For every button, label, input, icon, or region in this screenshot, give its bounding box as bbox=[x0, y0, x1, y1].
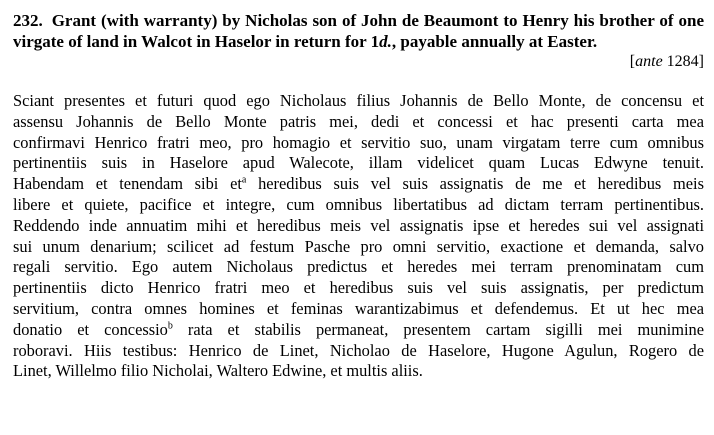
entry-title-part2: , payable annually at Easter. bbox=[391, 32, 598, 51]
text-line-with-note-b bbox=[13, 320, 704, 341]
footnote-marker-a: a bbox=[241, 174, 247, 186]
entry-number: 232. bbox=[13, 11, 43, 30]
text-line: roboravi. Hiis testibus: Henrico de Linet, Nicholao de Haselore, Hugone Agulun, Rogero de bbox=[13, 340, 704, 360]
text-line: pertinentiis dicto Henrico fratri meo et heredibus suis vel suis assignatis, per predictum bbox=[13, 278, 704, 298]
text-line: Reddendo inde annuatim mihi et heredibus meis vel assignatis ipse et heredes sui vel assignati bbox=[13, 215, 704, 235]
date-open-bracket: [ bbox=[629, 53, 636, 70]
text-line: pertinentiis suis in Haselore apud Walecote, illam videlicet quam Lucas Edwyne tenuit. bbox=[13, 153, 704, 173]
text-line: assensu Johannis de Bello Monte patris mei, dedi et concessi et hac presenti carta mea bbox=[13, 111, 704, 131]
text-line: Sciant presentes et futuri quod ego Nicholaus filius Johannis de Bello Monte, de concensu et bbox=[13, 91, 704, 110]
date-year: 1284] bbox=[662, 53, 704, 70]
text-segment: donatio et concessio bbox=[13, 319, 168, 339]
text-line: sui unum denarium; scilicet ad festum Pasche pro omni servitio, exactione et demanda, salvo bbox=[13, 236, 704, 256]
entry-title-italic: d. bbox=[379, 32, 392, 51]
text-line: servitium, contra omnes homines et feminas warantizabimus et defendemus. Et ut hec mea bbox=[13, 298, 704, 318]
date-ante: ante bbox=[635, 53, 663, 70]
entry-title-part1: Grant (with warranty) by Nicholas son of John de Beaumont to Henry his brother of one virgate of land in Walcot in Haselor in return for 1 bbox=[13, 11, 704, 51]
charter-text bbox=[13, 91, 704, 382]
entry-date bbox=[13, 52, 704, 72]
text-line: regali servitio. Ego autem Nicholaus predictus et heredes mei terram prenominatam cum bbox=[13, 257, 704, 277]
text-line: confirmavi Henrico fratri meo, pro homagio et servitio suo, unam virgatam terre cum omnibus bbox=[13, 132, 704, 152]
text-segment: Habendam et tenendam sibi et bbox=[13, 174, 242, 194]
entry-heading bbox=[13, 10, 704, 52]
text-line: Linet, Willelmo filio Nicholai, Waltero Edwine, et multis aliis. bbox=[13, 361, 423, 381]
document-page bbox=[13, 10, 704, 382]
text-segment: rata et stabilis permaneat, presentem cartam sigilli mei munimine bbox=[172, 319, 704, 339]
text-segment: heredibus suis vel suis assignatis de me et heredibus meis bbox=[246, 174, 704, 194]
text-line: libere et quiete, pacifice et integre, cum omnibus libertatibus ad dictam terram pertinentibus. bbox=[13, 194, 704, 214]
text-line-with-note-a bbox=[13, 174, 704, 195]
footnote-marker-b: b bbox=[167, 320, 173, 332]
